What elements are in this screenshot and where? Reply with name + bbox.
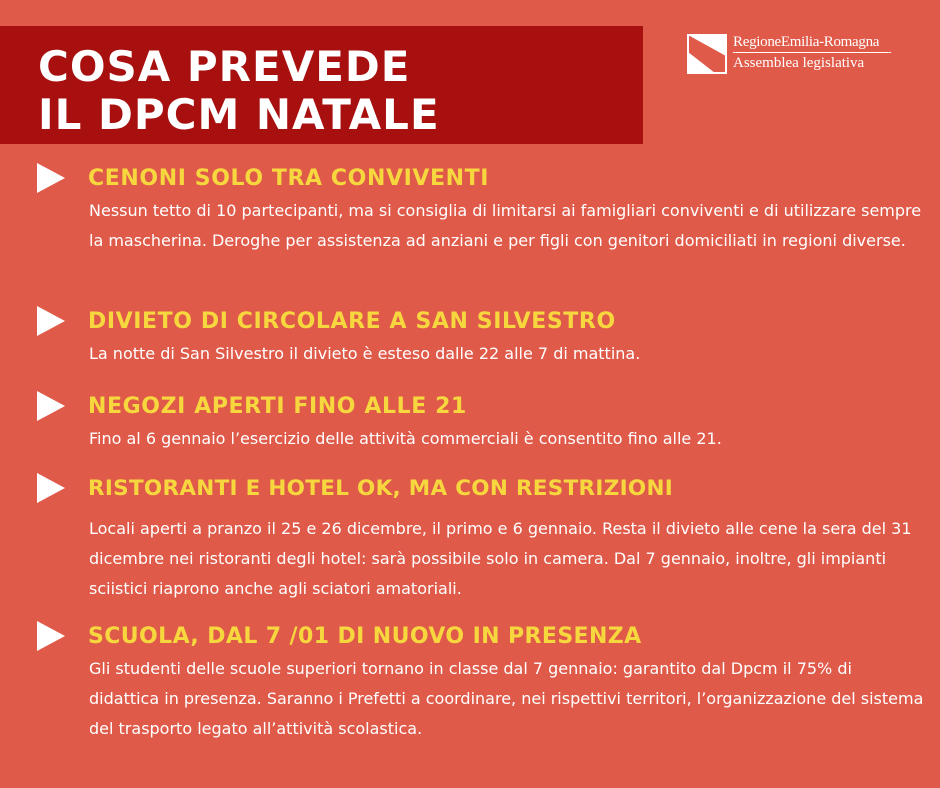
play-arrow-icon (37, 621, 65, 651)
section-body: La notte di San Silvestro il divieto è esteso dalle 22 alle 7 di mattina. (89, 344, 641, 363)
play-arrow-icon (37, 306, 65, 336)
logo-text-assemblea: Assemblea legislativa (733, 55, 865, 71)
section-body: Gli studenti delle scuole superiori tornano in classe dal 7 gennaio: garantito dal Dpcm il 75% di didattica in presenza. Saranno i Prefetti a coordinare, nei rispettivi territori, l’organizzazione del sistema del trasporto legato all’attività scolastica. (89, 659, 924, 738)
logo-text-regione: RegioneEmilia-Romagna (733, 34, 880, 50)
page-title-line-2: IL DPCM NATALE (38, 90, 440, 139)
page-title-line-1: COSA PREVEDE (38, 42, 411, 91)
play-arrow-icon (37, 391, 65, 421)
play-arrow-icon (37, 473, 65, 503)
regione-emblem-icon (687, 34, 727, 74)
title-banner (0, 26, 643, 144)
section-heading: SCUOLA, DAL 7 /01 DI NUOVO IN PRESENZA (88, 624, 642, 649)
logo-divider (733, 52, 891, 53)
play-arrow-icon (37, 163, 65, 193)
section-heading: RISTORANTI E HOTEL OK, MA CON RESTRIZIONI (88, 476, 674, 501)
section-body: Nessun tetto di 10 partecipanti, ma si consiglia di limitarsi ai famigliari conviventi e di utilizzare sempre la mascherina. Deroghe per assistenza ad anziani e per figli con genitori domiciliati in regioni diverse. (89, 201, 922, 250)
section-heading: CENONI SOLO TRA CONVIVENTI (88, 166, 490, 191)
section-heading: NEGOZI APERTI FINO ALLE 21 (88, 394, 467, 419)
section-body: Fino al 6 gennaio l’esercizio delle attività commerciali è consentito fino alle 21. (89, 429, 722, 448)
section-heading: DIVIETO DI CIRCOLARE A SAN SILVESTRO (88, 309, 616, 334)
section-body: Locali aperti a pranzo il 25 e 26 dicembre, il primo e 6 gennaio. Resta il divieto alle cene la sera del 31 dicembre nei ristoranti degli hotel: sarà possibile solo in camera. Dal 7 gennaio, inoltre, gli impianti sciistici riaprono anche agli sciatori amatoriali. (89, 519, 912, 598)
regione-logo (687, 33, 892, 77)
